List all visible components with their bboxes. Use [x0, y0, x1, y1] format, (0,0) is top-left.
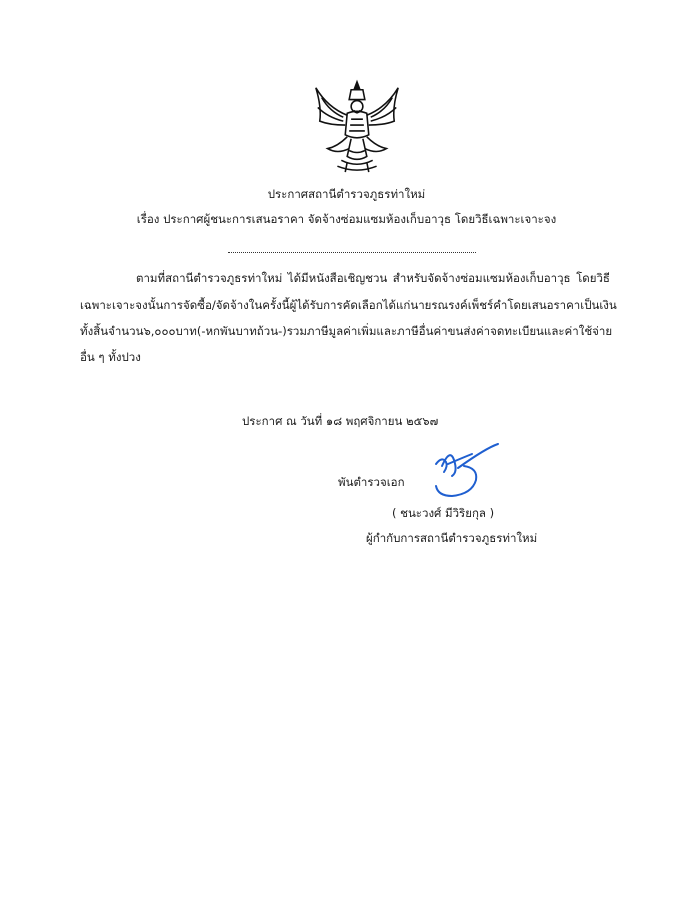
body-line-3 [80, 323, 613, 341]
body-word: ตามที่สถานีตำรวจภูธรท่าใหม่ [136, 271, 283, 285]
body-word: เพ็ชร์คำ [467, 298, 508, 312]
body-word: ๖,๐๐๐ [143, 324, 176, 338]
signatory-position: ผู้กำกับการสถานีตำรวจภูธรท่าใหม่ [366, 531, 538, 545]
body-line-4 [80, 349, 610, 367]
body-word: โดยเสนอราคาเป็นเงิน [507, 298, 617, 312]
body-word: สำหรับจัดจ้างซ่อมแซมห้องเก็บอาวุธ [392, 271, 571, 285]
body-word: นั้น [147, 298, 164, 312]
body-word: เฉพาะเจาะจง [80, 298, 148, 312]
body-word: รวมภาษีมูลค่าเพิ่มและภาษีอื่น [286, 324, 434, 338]
body-word: ได้แก่ [382, 298, 411, 312]
announcement-date: ประกาศ ณ วันที่ ๑๘ พฤศจิกายน ๒๕๖๗ [242, 414, 439, 428]
signatory-rank: พันตำรวจเอก [338, 475, 405, 489]
dotted-divider [228, 252, 476, 253]
body-word: ค่าจดทะเบียนและค่าใช้จ่าย [475, 324, 613, 338]
document-subject: เรื่อง ประกาศผู้ชนะการเสนอราคา จัดจ้างซ่อมแซมห้องเก็บอาวุธ โดยวิธีเฉพาะเจาะจง [136, 212, 557, 226]
handwritten-signature-icon [428, 442, 504, 500]
body-word: ทั้งสิ้น [80, 324, 109, 338]
body-word: ได้มีหนังสือเชิญชวน [287, 271, 388, 285]
body-word: (-หกพันบาทถ้วน-) [196, 324, 287, 338]
document-title: ประกาศสถานีตำรวจภูธรท่าใหม่ [267, 187, 426, 201]
body-line-2 [80, 297, 617, 315]
body-word: ค่าขนส่ง [433, 324, 476, 338]
body-word: การจัดซื้อ/จัดจ้างในครั้งนี้ [163, 298, 290, 312]
body-word: อื่น ๆ ทั้งปวง [80, 350, 141, 364]
body-word: บาท [175, 324, 197, 338]
body-word: โดยวิธี [576, 271, 610, 285]
body-word: นายรณรงค์ [410, 298, 468, 312]
body-word: จำนวน [108, 324, 144, 338]
body-word: ผู้ได้รับการคัดเลือก [289, 298, 383, 312]
body-line-1 [136, 270, 610, 288]
signatory-name: ( ชนะวงศ์ มีวิริยกุล ) [392, 506, 495, 520]
garuda-emblem-icon [308, 78, 406, 176]
